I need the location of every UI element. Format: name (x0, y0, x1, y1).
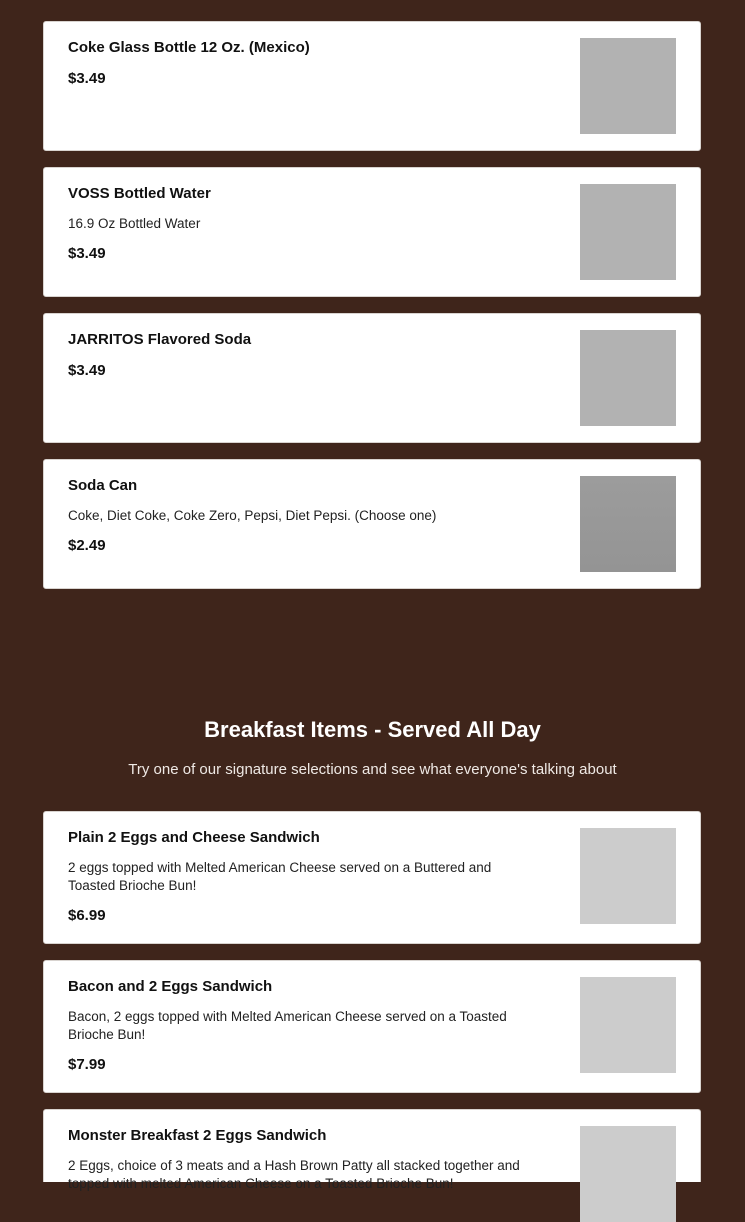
menu-item-image (580, 476, 676, 572)
menu-item-name: VOSS Bottled Water (68, 185, 211, 202)
menu-item-name: Plain 2 Eggs and Cheese Sandwich (68, 829, 320, 846)
menu-item-price: $2.49 (68, 537, 106, 554)
menu-item-description: 16.9 Oz Bottled Water (68, 216, 201, 231)
section-heading: Breakfast Items - Served All Day (204, 717, 541, 742)
menu-item-card[interactable] (43, 21, 701, 151)
menu-item-image (580, 184, 676, 280)
menu-item-content (68, 185, 542, 263)
menu-item-card[interactable] (43, 459, 701, 589)
menu-item-description: 2 eggs topped with Melted American Cheese served on a Buttered and Toasted Brioche Bun! (68, 860, 492, 893)
menu-item-content (68, 1127, 542, 1193)
menu-item-price: $7.99 (68, 1056, 106, 1073)
menu-item-content (68, 978, 542, 1074)
menu-item-image (580, 330, 676, 426)
menu-item-card[interactable] (43, 1109, 701, 1191)
menu-item-content (68, 477, 542, 555)
menu-item-price: $3.49 (68, 362, 106, 379)
menu-item-card[interactable] (43, 960, 701, 1093)
menu-item-image (580, 1126, 676, 1222)
menu-item-price: $3.49 (68, 70, 106, 87)
menu-item-name: Bacon and 2 Eggs Sandwich (68, 978, 273, 995)
menu-item-description: Bacon, 2 eggs topped with Melted American Cheese served on a Toasted Brioche Bun! (68, 1009, 507, 1042)
menu-item-price: $6.99 (68, 907, 106, 924)
menu-item-image (580, 38, 676, 134)
menu-item-description: 2 Eggs, choice of 3 meats and a Hash Brown Patty all stacked together and topped with melted American Cheese on a Toasted Brioche Bun! (68, 1158, 520, 1191)
menu-item-price: $3.49 (68, 245, 106, 262)
menu-item-name: Soda Can (68, 477, 138, 494)
menu-item-content (68, 829, 542, 925)
menu-item-image (580, 977, 676, 1073)
section-subheading: Try one of our signature selections and see what everyone's talking about (128, 761, 617, 778)
menu-item-name: Coke Glass Bottle 12 Oz. (Mexico) (68, 39, 310, 56)
menu-item-name: JARRITOS Flavored Soda (68, 331, 252, 348)
menu-item-content (68, 39, 542, 88)
menu-item-card[interactable] (43, 313, 701, 443)
menu-item-image (580, 828, 676, 924)
menu-item-name: Monster Breakfast 2 Eggs Sandwich (68, 1127, 327, 1144)
menu-item-description: Coke, Diet Coke, Coke Zero, Pepsi, Diet Pepsi. (Choose one) (68, 508, 437, 523)
menu-item-content (68, 331, 542, 380)
menu-item-card[interactable] (43, 167, 701, 297)
menu-item-card[interactable] (43, 811, 701, 944)
